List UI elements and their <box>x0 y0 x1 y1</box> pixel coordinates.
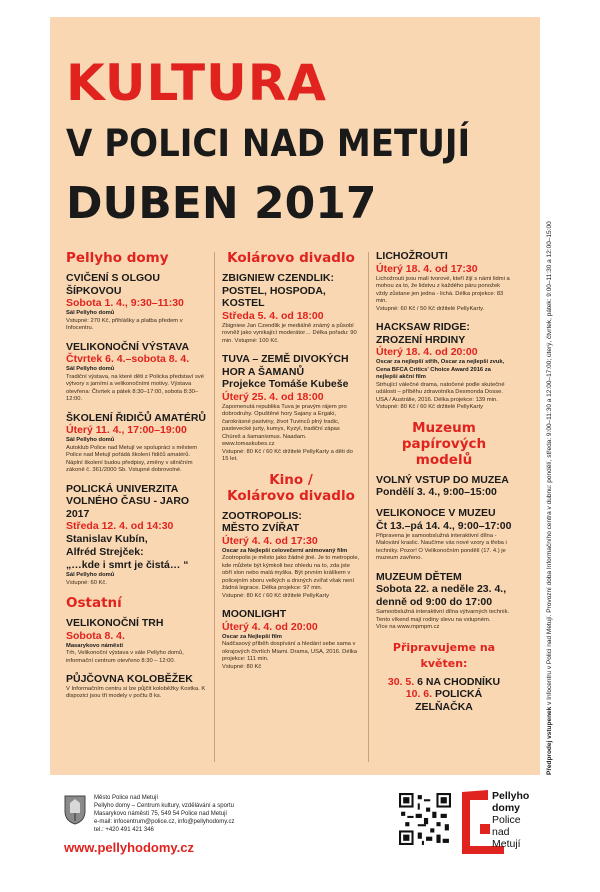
logo-line: Pellyho <box>492 790 530 802</box>
section-heading: Připravujeme na květen: <box>392 640 496 670</box>
event-title: ŠKOLENÍ ŘIDIČŮ AMATÉRŮ <box>66 411 206 424</box>
section-heading: Pellyho domy <box>66 250 169 266</box>
infocentrum-hours-lead: Předprodej vstupenek <box>546 706 553 775</box>
event-venue: Sál Pellyho domů <box>66 572 115 578</box>
event-date: Sobota 1. 4., 9:30–11:30 <box>66 297 184 309</box>
event-venue: Masarykovo náměstí <box>66 642 124 649</box>
sidebar-info <box>545 17 567 775</box>
event-date: Úterý 11. 4., 17:00–19:00 <box>66 424 187 436</box>
title-kultura: KULTURA <box>66 54 327 112</box>
column-divider <box>368 252 369 762</box>
event <box>222 608 360 671</box>
title-month: DUBEN 2017 <box>66 178 377 229</box>
event-info: Zapomenutá republika Tuva je pravým rájem pro dobrodruhy. Opuštěné hory Sajany a Ergaki, čarokrásné pastviny, život Tuvinců plný tradic, pastevecké jurty, kumys, Kyzyl, tradiční zápas Chüreš a šamanismus. Naadam. www.tomaskubes.cz <box>222 403 347 447</box>
event-info: Autoklub Police nad Metují ve spolupráci s městem Police nad Metují pořádá školení řidičů amatérů. Náplní školení budou předpisy, změny v silničním zákoně č. 361/2000 Sb. Vstupné dobrovolné. <box>66 444 198 473</box>
footer-contact <box>94 794 234 834</box>
column-pellyho-domy <box>66 250 206 709</box>
event-title: MĚSTO ZVÍŘAT <box>222 522 300 534</box>
column-divider <box>214 252 215 762</box>
event-info: Vstupné: 60 Kč. <box>66 579 107 586</box>
event-title: MOONLIGHT <box>222 608 287 620</box>
title-town: V POLICI NAD METUJÍ <box>66 122 471 165</box>
event-title: LICHOŽROUTI <box>376 250 448 262</box>
section-heading: Ostatní <box>66 595 122 611</box>
event-title: POSTEL, HOSPODA, KOSTEL <box>222 284 326 309</box>
event-title: HACKSAW RIDGE: <box>376 321 470 333</box>
event-price: Vstupné: 80 Kč <box>222 663 262 670</box>
footer-line: e-mail: infocentrum@police.cz, info@pellyhodomy.cz <box>94 819 235 825</box>
event <box>66 341 206 404</box>
logo-line: nad <box>492 826 510 838</box>
event-title: ZROZENÍ HRDINY <box>376 333 466 346</box>
column-kolarovo-divadlo <box>222 250 360 679</box>
event-date: Úterý 18. 4. od 17:30 <box>376 262 478 275</box>
event <box>66 483 206 588</box>
event <box>222 272 360 345</box>
event <box>376 571 512 632</box>
event-award: Oscar za Nejlepší celovečerní animovaný film <box>222 547 348 554</box>
upcoming-title: 6 NA CHODNÍKU <box>417 675 501 688</box>
event-lecture: „…kde i smrt je čistá… “ <box>66 559 189 571</box>
event-title: VELIKONOCE V MUZEU <box>376 507 496 519</box>
infocentrum-hours: Předprodej vstupenek v Infocentru v Polici nad Metují. Provozní doba Informačního centra v dubnu: pondělí, středa: 9:00–11:30 a 12:00–17:00; úterý, čtvrtek, pátek: 9:00–11:30 a 12:00–15:00 <box>546 221 553 775</box>
event-date: Sobota 22. a neděle 23. 4., <box>376 583 507 595</box>
event-date: denně od 9:00 do 17:00 <box>376 596 493 608</box>
section-heading: Kolárovo divadlo <box>227 487 355 504</box>
logo-line: Metují <box>492 838 521 850</box>
upcoming-date: 30. 5. <box>387 675 415 688</box>
footer-line: Pellyho domy – Centrum kultury, vzdělávání a sportu <box>94 803 234 809</box>
event-award: Oscar za nejlepší střih, Oscar za nejlepší zvuk, Cena BFCA Critics' Choice Award 2016 za nejlepší akční film <box>376 359 505 380</box>
town-crest-icon <box>64 795 86 825</box>
event <box>376 321 512 412</box>
section-heading: Kino / <box>269 471 313 488</box>
event-title: VOLNÝ VSTUP DO MUZEA <box>376 473 509 486</box>
event-info: Lichožrouti jsou malí tvorové, kteří žijí s námi lidmi a mohou za to, že lidstvu z každého páru ponožek vždy zůstane jen jedna - lichá. Délka projekce: 83 min. <box>376 275 510 304</box>
upcoming-date: 10. 6. <box>405 688 433 700</box>
event <box>66 673 206 701</box>
event <box>66 272 206 333</box>
upcoming-title: POLICKÁ ZELŇAČKA <box>415 688 483 713</box>
event-title: HOR A ŠAMANŮ <box>222 365 305 378</box>
event-price: Vstupné: 80 Kč / 60 Kč držitelé PellyKarty <box>222 592 329 599</box>
event-date: Úterý 18. 4. od 20:00 <box>376 346 478 358</box>
event-price: Vstupné: 80 Kč / 60 Kč držitelé PellyKarty <box>376 404 483 410</box>
event <box>376 250 512 313</box>
event-info: Zootropolis je město jako žádné jiné. Je to metropole, kde můžete být kýmkoli bez ohledu na to, zda jste obří slon nebo malá myška. Být prvním králíkem v policejním sboru velkých a drsných zvířat však není žádná legrace. Délka projekce: 97 min. <box>222 555 360 591</box>
event-speaker: Stanislav Kubín, <box>66 533 148 545</box>
event-subtitle: Projekce Tomáše Kubeše <box>222 378 349 390</box>
upcoming-event <box>376 688 512 713</box>
event-price: Vstupné: 80 Kč / 60 Kč držitelé PellyKarty a děti do 15 let. <box>222 448 353 462</box>
qr-code-icon <box>399 793 451 845</box>
event-venue: Sál Pellyho domů <box>66 366 115 372</box>
event-title: VOLNÉHO ČASU - JARO 2017 <box>66 495 190 520</box>
footer-line: Město Police nad Metují <box>94 795 159 801</box>
event <box>222 353 360 464</box>
website-link[interactable]: www.pellyhodomy.cz <box>64 840 195 855</box>
event <box>376 474 512 500</box>
event-price: Vstupné: 60 Kč / 50 Kč držitelé PellyKarty. <box>376 305 485 312</box>
event-date: Úterý 4. 4. od 17:30 <box>222 534 318 547</box>
pellyho-domy-logo <box>492 790 529 850</box>
event-info: Strhující válečné drama, natočené podle skutečné události – příběhu zdravotníka Desmonda Dosse. USA / Austrálie, 2016. Délka projekce: 139 min. <box>376 381 505 403</box>
event <box>376 507 512 563</box>
event <box>66 412 206 475</box>
event-info: Samoobslužná interaktivní dílna výtvarných technik. Tento víkend mají rodiny slevu na vstupném. <box>376 609 510 623</box>
event-date: Čt 13.–pá 14. 4., 9:00–17:00 <box>376 519 512 532</box>
event-date: Středa 5. 4. od 18:00 <box>222 309 324 322</box>
footer-line: tel.: +420 491 421 346 <box>94 827 154 833</box>
upcoming-event <box>376 676 512 689</box>
event-date: Čtvrtek 6. 4.–sobota 8. 4. <box>66 353 190 365</box>
event-info: V Informačním centru si lze půjčit koloběžky Kostka. K dispozici jsou tři modely v počtu 8 ks. <box>66 685 206 699</box>
logo-line: Police <box>492 814 521 826</box>
event-title: ZOOTROPOLIS: <box>222 509 302 522</box>
event-date: Sobota 8. 4. <box>66 629 125 642</box>
logo-line: domy <box>492 802 521 814</box>
event-info: Připravena je samoobslužná interaktivní dílna - Malování kraslic. Naučíme vás nové vzory a třeba i techniky. Pozor! O Velikonočním pondělí (17. 4.) je muzeum zavřeno. <box>376 532 507 561</box>
event-info: Vstupné: 270 Kč, přihlášky a platba předem v Infocentru. <box>66 317 183 331</box>
event-date: Pondělí 3. 4., 9:00–15:00 <box>376 486 497 498</box>
event-speaker: Alfréd Strejček: <box>66 546 144 558</box>
event-title: MUZEUM DĚTEM <box>376 570 462 583</box>
event-link: Více na www.mpmpm.cz <box>376 624 440 630</box>
event-info: Nadčasový příběh dospívání a hledání sebe sama v okrajových čtvrtích Miami. Drama, USA, 2016. Délka projekce: 111 min. <box>222 641 357 662</box>
event-info: Trh, Velikonoční výstava v sále Pellyho domů, informační centrum otevřeno 8:30 – 12:00. <box>66 650 184 664</box>
event-title: VELIKONOČNÍ TRH <box>66 617 164 629</box>
section-heading: modelů <box>415 451 473 468</box>
section-heading: Muzeum papírových <box>401 419 487 452</box>
column-right <box>376 250 512 713</box>
event-venue: Sál Pellyho domů <box>66 437 115 443</box>
event-title: ZBIGNIEW CZENDLIK: <box>222 272 334 284</box>
event <box>222 510 360 601</box>
event-title: TUVA – ZEMĚ DIVOKÝCH <box>222 353 349 365</box>
event-info: Tradiční výstava, na které děti z Policka představí své výtvory s jarními a velikonočními motivy. Výstava otevřena: Čtvrtek a pátek 8:30–17:00, sobota 8:30–12:00. <box>66 373 205 402</box>
event-title: VELIKONOČNÍ VÝSTAVA <box>66 340 190 353</box>
event-info: Zbigniew Jan Czendlik je mediálně známý a působí rovněž jako vynikající moderátor… Délka pořadu: 90 min. Vstupné: 100 Kč. <box>222 322 357 344</box>
event-venue: Sál Pellyho domů <box>66 310 115 316</box>
event-date: Úterý 25. 4. od 18:00 <box>222 390 324 403</box>
event-date: Středa 12. 4. od 14:30 <box>66 520 174 532</box>
event-title: POLICKÁ UNIVERZITA <box>66 482 179 495</box>
event-award: Oscar za Nejlepší film <box>222 633 282 640</box>
event-title: CVIČENÍ S OLGOU ŠÍPKOVOU <box>66 272 160 297</box>
event <box>66 617 206 665</box>
footer-line: Masarykovo náměstí 75, 549 54 Police nad Metují <box>94 811 228 817</box>
event-date: Úterý 4. 4. od 20:00 <box>222 620 318 633</box>
section-heading: Kolárovo divadlo <box>227 250 355 266</box>
event-title: PŮJČOVNA KOLOBĚŽEK <box>66 673 193 685</box>
